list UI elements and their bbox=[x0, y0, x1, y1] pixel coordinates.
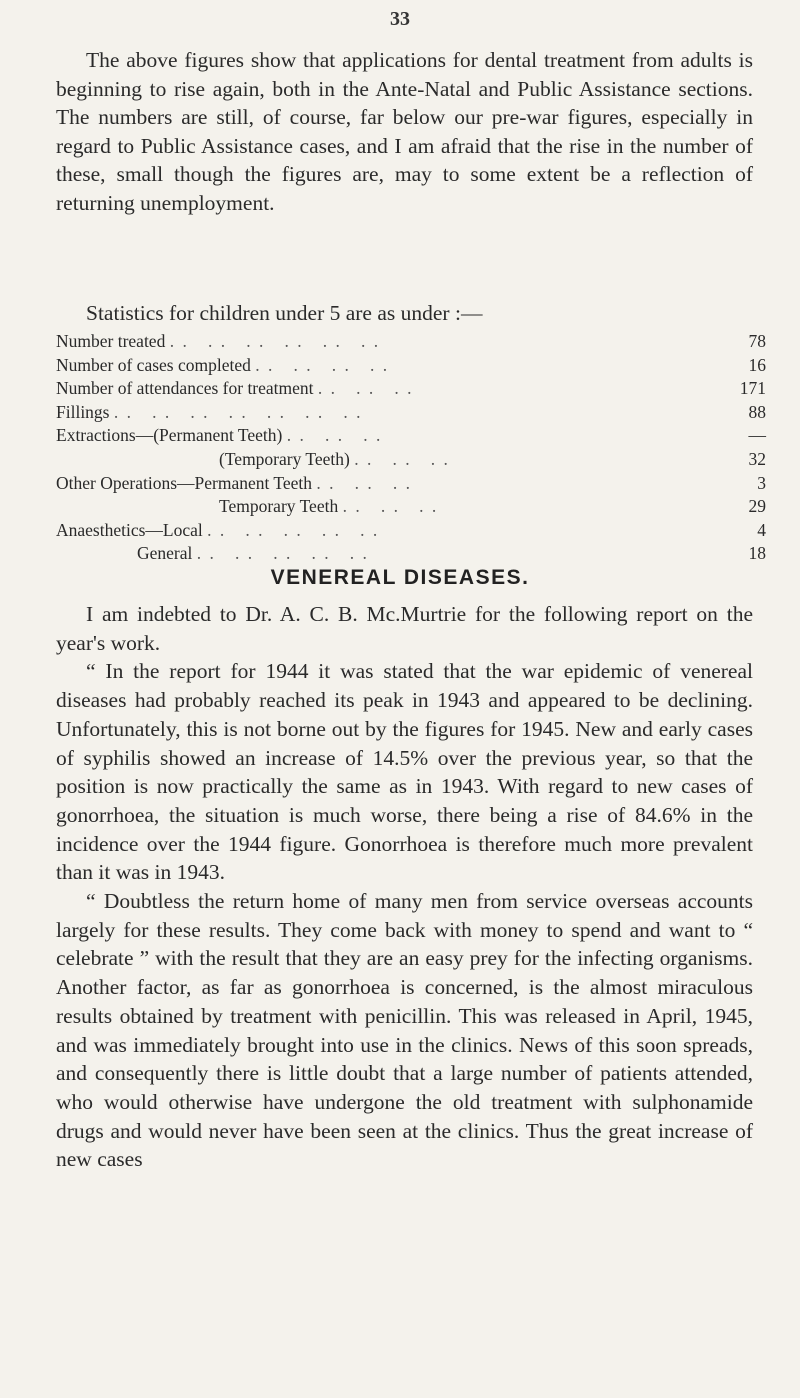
stat-label: Number of cases completed bbox=[56, 354, 251, 375]
stat-row: Number treated . . . . . . . . . . . . 78 bbox=[56, 330, 766, 354]
vd-paragraph: “ Doubtless the return home of many men from service overseas accounts largely for these results. They come back with money to spend and want to “ celebrate ” with the result that they are an easy prey for the infecting organisms. Another factor, as far as gonorrhoea is concerned, is the almost miraculous results obtained by treatment with penicillin. This was released in April, 1945, and was immediately brought into use in the clinics. News of this soon spreads, and consequently there is little doubt that a large number of patients attended, who would otherwise have undergone the old treatment with sulphonamide drugs and would never have been seen at the clinics. Thus the great increase of new cases bbox=[56, 889, 753, 1172]
stat-row: Anaesthetics—Local . . . . . . . . . . 4 bbox=[56, 519, 766, 543]
stat-label: Fillings bbox=[56, 401, 110, 422]
vd-paragraph: I am indebted to Dr. A. C. B. Mc.Murtrie for the following report on the year's work. bbox=[56, 602, 753, 655]
stat-label: Number treated bbox=[56, 331, 166, 351]
stat-row: Extractions—(Permanent Teeth) . . . . . . — bbox=[56, 424, 766, 448]
stat-row: Fillings . . . . . . . . . . . . . . 88 bbox=[56, 401, 766, 425]
stat-row: Number of attendances for treatment . . . . . . 171 bbox=[56, 377, 766, 401]
stat-label: (Temporary Teeth) bbox=[219, 448, 350, 469]
vd-paragraph: “ In the report for 1944 it was stated that the war epidemic of venereal diseases had probably reached its peak in 1943 and appeared to be declining. Unfortunately, this is not borne out by the figures for 1945. New and early cases of syphilis showed an increase of 14.5% over the previous year, so that the position is now practically the same as in 1943. With regard to new cases of gonorrhoea, the situation is much worse, there being a rise of 84.6% in the incidence over the 1944 figure. Gonorrhoea is therefore much more prevalent than it was in 1943. bbox=[56, 659, 753, 885]
stat-value: — bbox=[748, 425, 766, 446]
stat-label: Number of attendances for treatment bbox=[56, 378, 314, 399]
stat-row: (Temporary Teeth) . . . . . . 32 bbox=[56, 448, 766, 472]
dental-statistics-table bbox=[56, 330, 766, 566]
stat-row: General . . . . . . . . . . 18 bbox=[56, 542, 766, 566]
stat-value: 88 bbox=[748, 401, 766, 422]
stat-label: Extractions—(Permanent Teeth) bbox=[56, 425, 283, 446]
stat-value: 171 bbox=[739, 378, 766, 399]
stat-label: Anaesthetics—Local bbox=[56, 519, 203, 540]
stat-value: 29 bbox=[748, 496, 766, 517]
stat-value: 78 bbox=[748, 331, 766, 351]
page-number: 33 bbox=[390, 8, 410, 30]
stat-row: Number of cases completed . . . . . . . . 16 bbox=[56, 354, 766, 378]
stat-row: Other Operations—Permanent Teeth . . . . . . 3 bbox=[56, 472, 766, 496]
stat-label: General bbox=[137, 543, 193, 564]
stat-value: 16 bbox=[748, 354, 766, 375]
stat-value: 32 bbox=[748, 448, 766, 469]
venereal-diseases-section bbox=[56, 600, 753, 1174]
stat-label: Temporary Teeth bbox=[219, 496, 339, 517]
section-heading: VENEREAL DISEASES. bbox=[270, 566, 530, 589]
stat-label: Other Operations—Permanent Teeth bbox=[56, 472, 313, 493]
stat-row: Temporary Teeth . . . . . . 29 bbox=[56, 495, 766, 519]
stat-value: 4 bbox=[757, 519, 766, 540]
stat-value: 3 bbox=[757, 472, 766, 493]
stats-intro: Statistics for children under 5 are as under :— bbox=[86, 301, 483, 325]
stat-value: 18 bbox=[748, 543, 766, 564]
intro-paragraph: The above figures show that applications for dental treatment from adults is beginning to rise again, both in the Ante-Natal and Public Assistance sections. The numbers are still, of course, far below our pre-war figures, especially in regard to Public Assistance cases, and I am afraid that the rise in the number of these, small though the figures are, may to some extent be a reflection of returning unemployment. bbox=[56, 48, 753, 215]
